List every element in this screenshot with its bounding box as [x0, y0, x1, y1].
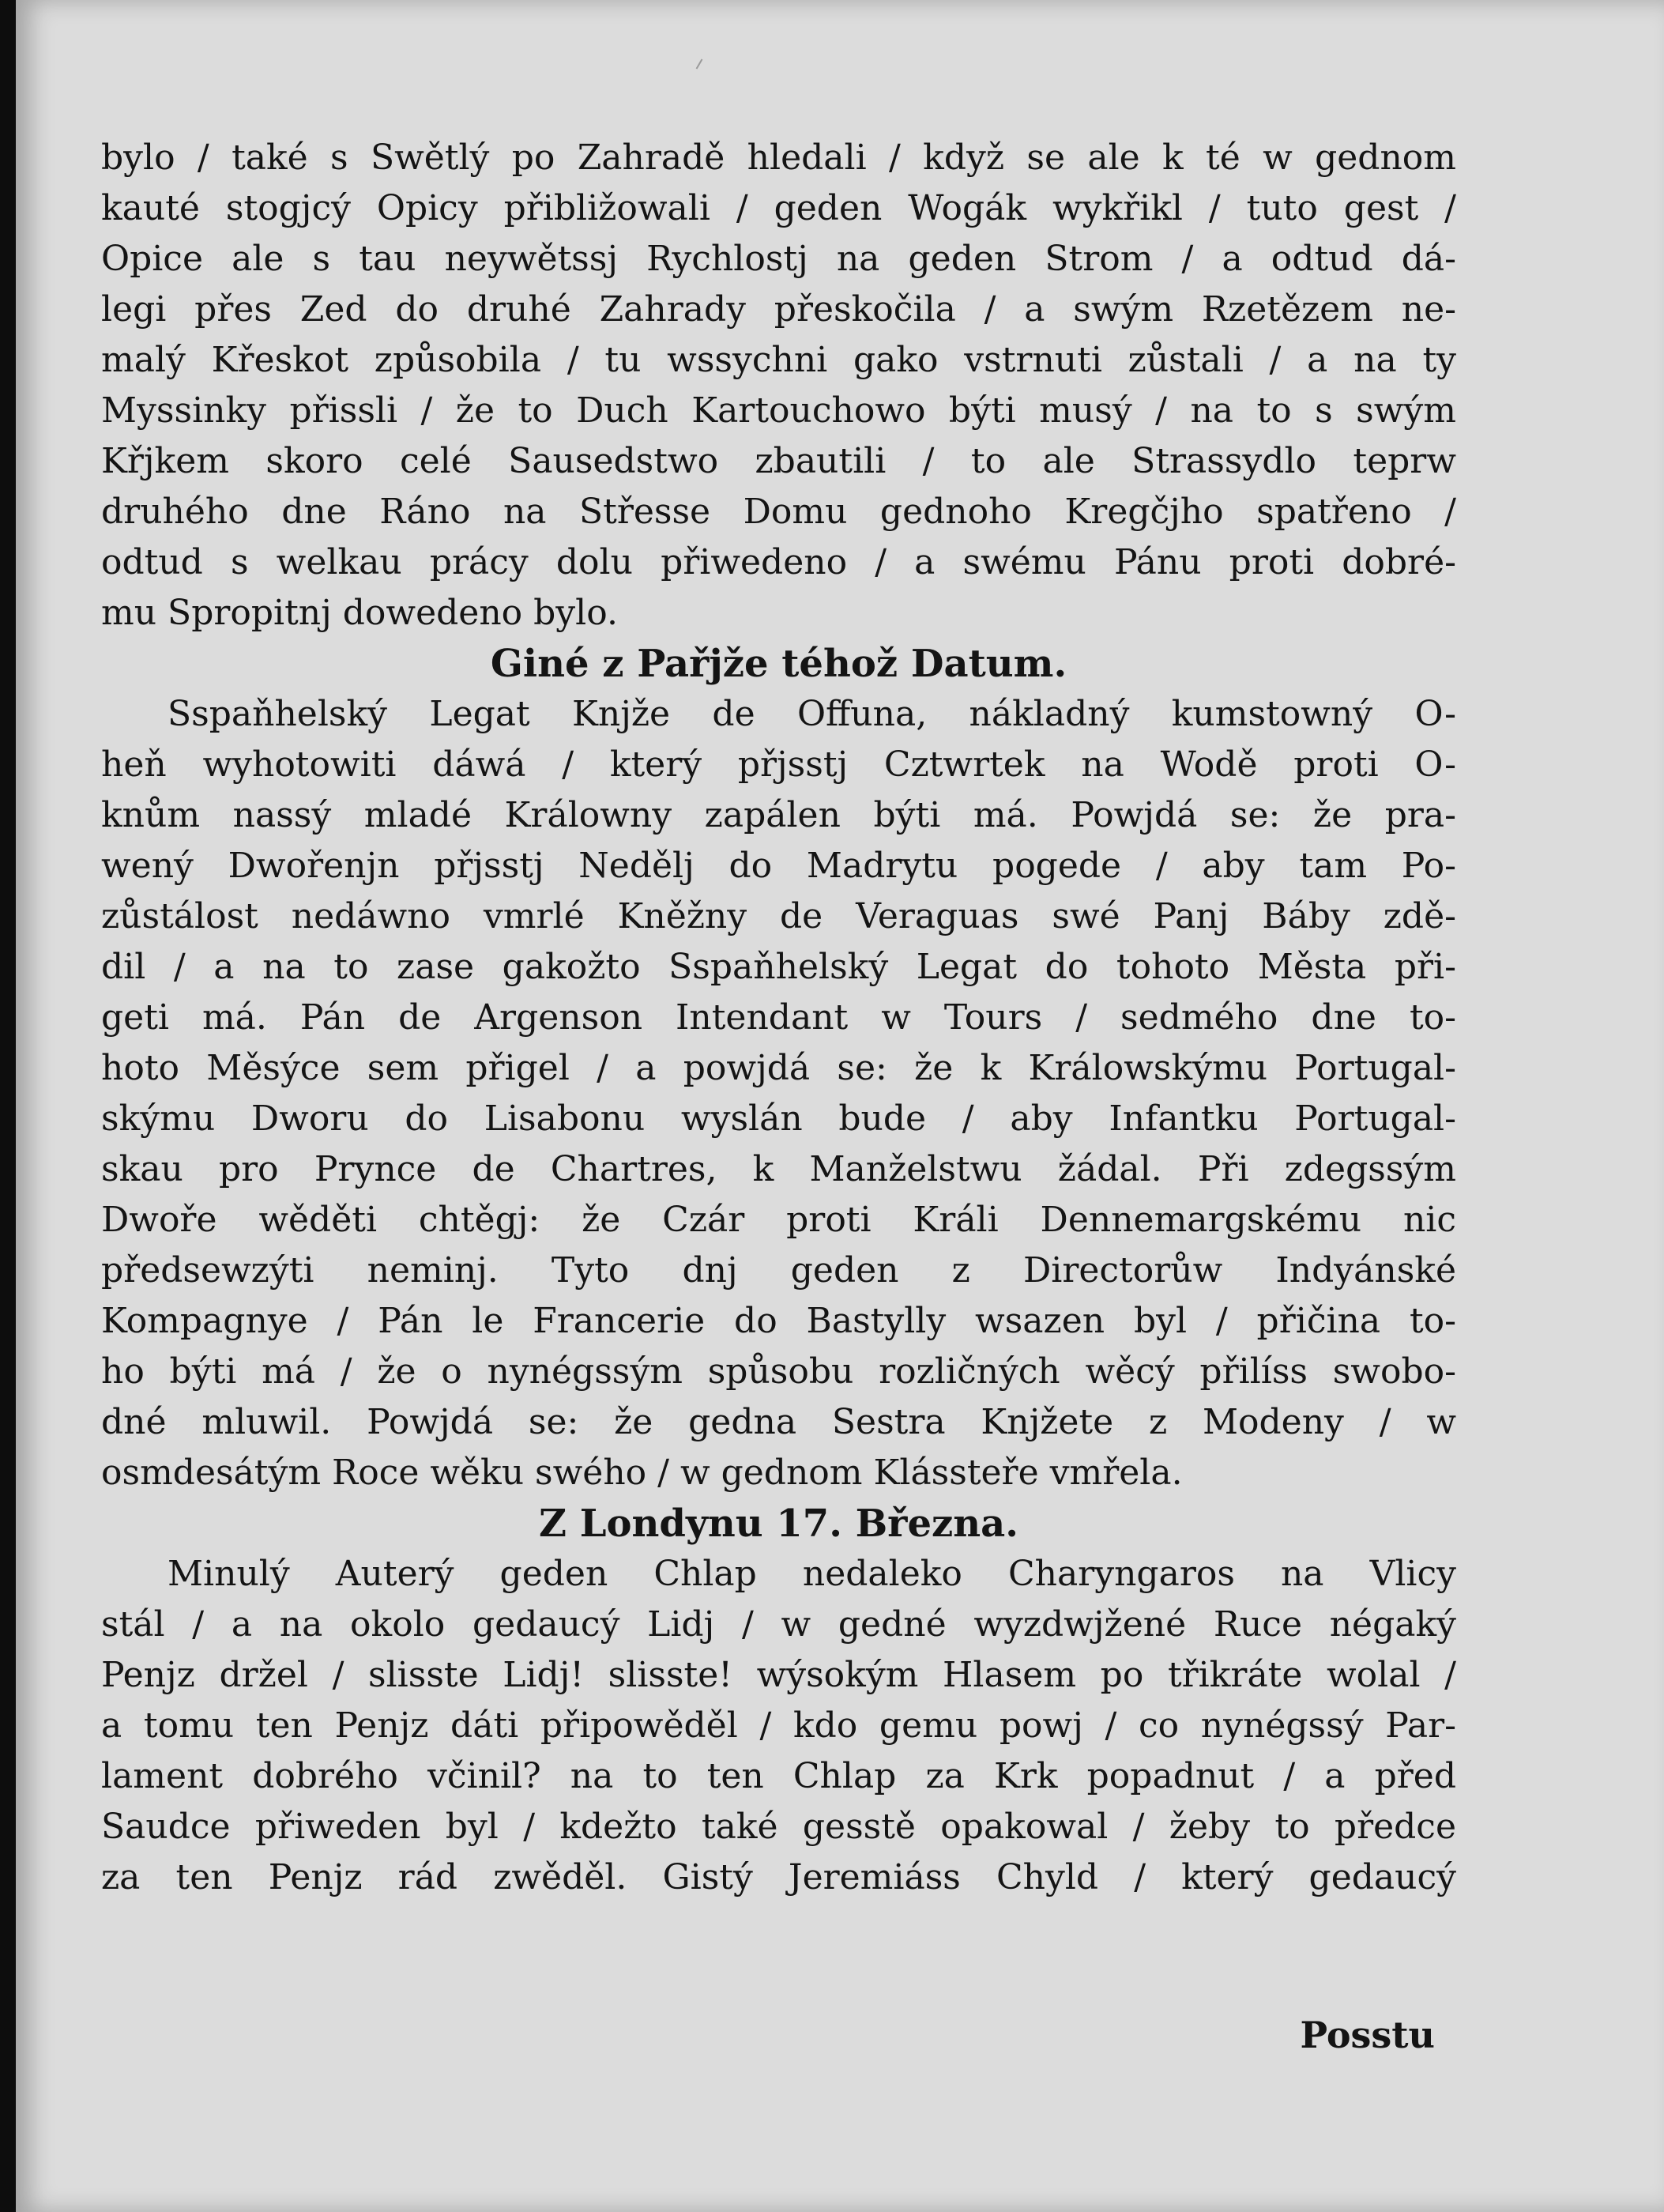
text-line: Kompagnye / Pán le Francerie do Bastylly wsazen byl / přičina to- — [101, 1301, 1456, 1341]
text-line: předsewzýti neminj. Tyto dnj geden z Directorůw Indyánské — [101, 1250, 1456, 1291]
text-line: druhého dne Ráno na Střesse Domu gednoho Kregčjho spatřeno / — [101, 492, 1456, 532]
text-line: ho býti má / že o nynégssým spůsobu rozličných wěcý přilíss swobo- — [101, 1351, 1456, 1392]
text-line: Sspaňhelský Legat Knjže de Offuna, nákladný kumstowný O- — [168, 694, 1456, 734]
text-line: stál / a na okolo gedaucý Lidj / w gedné wyzdwjžené Ruce négaký — [101, 1604, 1456, 1645]
section-heading-paris: Giné z Pařjže téhož Datum. — [490, 642, 1067, 686]
text-line: geti má. Pán de Argenson Intendant w Tours / sedmého dne to- — [101, 997, 1456, 1038]
text-line: Penjz držel / slisste Lidj! slisste! wýsokým Hlasem po třikráte wolal / — [101, 1655, 1456, 1695]
text-line: dil / a na to zase gakožto Sspaňhelský Legat do tohoto Města při- — [101, 947, 1456, 987]
paper-mark — [696, 58, 703, 69]
binding-edge — [0, 0, 16, 2212]
text-line: hoto Měsýce sem přigel / a powjdá se: že k Králowskýmu Portugal- — [101, 1048, 1456, 1088]
text-line: Myssinky přissli / že to Duch Kartouchowo býti musý / na to s swým — [101, 390, 1456, 431]
text-body — [101, 133, 1456, 1903]
text-line: a tomu ten Penjz dáti připowěděl / kdo gemu powj / co nynégssý Par- — [101, 1705, 1456, 1746]
paragraph-3 — [101, 1549, 1456, 1903]
text-line: malý Křeskot způsobila / tu wssychni gako vstrnuti zůstali / a na ty — [101, 340, 1456, 380]
text-line: Křjkem skoro celé Sausedstwo zbautili / to ale Strassydlo teprw — [101, 441, 1456, 481]
text-line: wený Dwořenjn přjsstj Nedělj do Madrytu pogede / aby tam Po- — [101, 846, 1456, 886]
text-line: mu Spropitnj dowedeno bylo. — [101, 593, 618, 633]
text-line: zůstálost nedáwno vmrlé Kněžny de Veraguas swé Panj Báby zdě- — [101, 896, 1456, 936]
document-page — [16, 0, 1664, 2212]
text-line: lament dobrého včinil? na to ten Chlap za Krk popadnut / a před — [101, 1756, 1456, 1796]
text-line: za ten Penjz rád zwěděl. Gistý Jeremiáss Chyld / který gedaucý — [101, 1857, 1456, 1897]
text-line: heň wyhotowiti dáwá / který přjsstj Cztwrtek na Wodě proti O- — [101, 744, 1456, 785]
text-line: legi přes Zed do druhé Zahrady přeskočila / a swým Rzetězem ne- — [101, 289, 1456, 330]
text-line: bylo / také s Swětlý po Zahradě hledali / když se ale k té w gednom — [101, 138, 1456, 178]
text-line: odtud s welkau prácy dolu přiwedeno / a swému Pánu proti dobré- — [101, 542, 1456, 582]
text-line: Minulý Auterý geden Chlap nedaleko Charyngaros na Vlicy — [168, 1554, 1456, 1594]
text-line: dné mluwil. Powjdá se: že gedna Sestra Knjžete z Modeny / w — [101, 1402, 1456, 1442]
paragraph-2 — [101, 689, 1456, 1498]
text-line: skau pro Prynce de Chartres, k Manželstwu žádal. Při zdegssým — [101, 1149, 1456, 1189]
text-line: kauté stogjcý Opicy přibližowali / geden Wogák wykřikl / tuto gest / — [101, 188, 1456, 228]
text-line: Saudce přiweden byl / kdežto také gesstě opakowal / žeby to předce — [101, 1807, 1456, 1847]
section-heading-london: Z Londynu 17. Března. — [539, 1502, 1018, 1546]
text-line: Opice ale s tau neywětssj Rychlostj na geden Strom / a odtud dá- — [101, 239, 1456, 279]
text-line: Dwoře wěděti chtěgj: že Czár proti Králi Dennemargskému nic — [101, 1200, 1456, 1240]
paragraph-1 — [101, 133, 1456, 639]
text-line: osmdesátým Roce wěku swého / w gednom Klássteře vmřela. — [101, 1453, 1183, 1493]
text-line: knům nassý mladé Králowny zapálen býti má. Powjdá se: že pra- — [101, 795, 1456, 835]
text-line: skýmu Dworu do Lisabonu wyslán bude / aby Infantku Portugal- — [101, 1098, 1456, 1139]
catchword: Posstu — [1300, 2014, 1435, 2056]
